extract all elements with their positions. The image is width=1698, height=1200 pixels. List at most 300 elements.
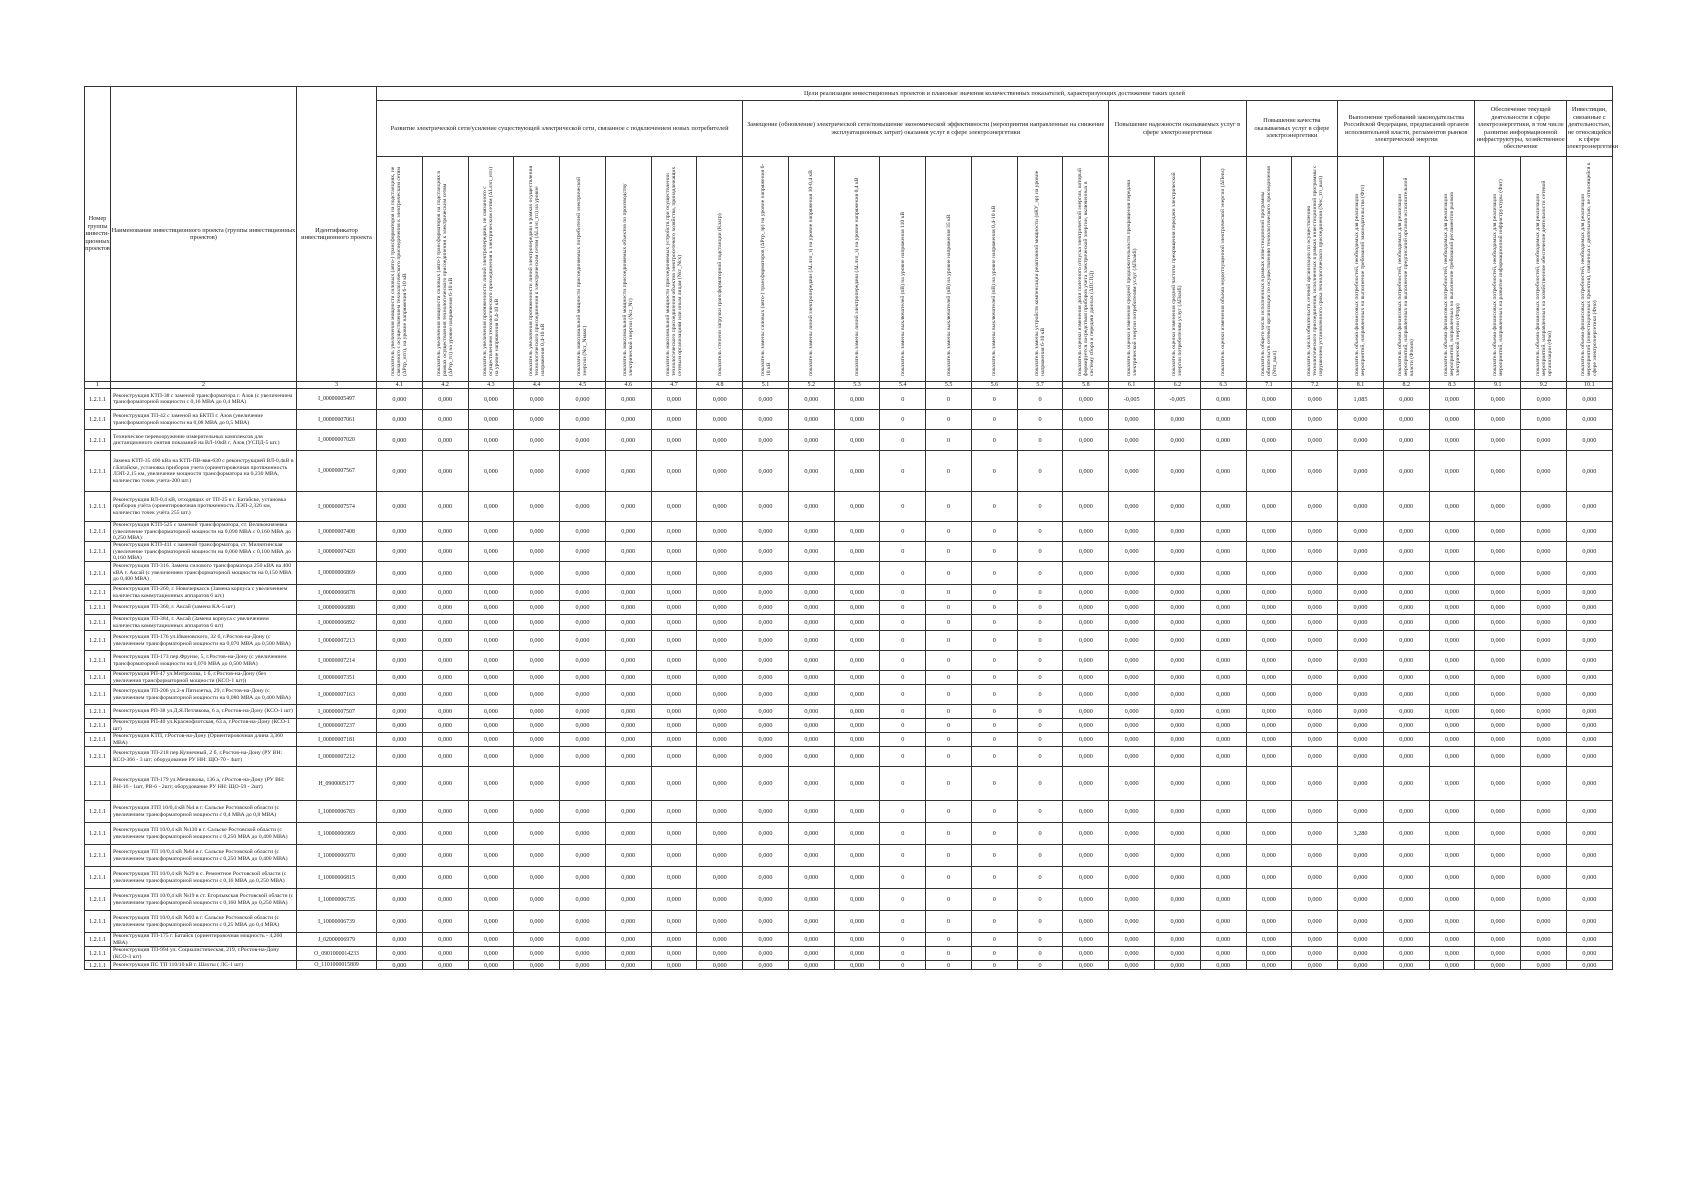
row-indicator-value: 0 [1017, 685, 1063, 705]
row-group-number: 1.2.1.1 [85, 947, 111, 961]
row-indicator-value: 0,000 [651, 685, 697, 705]
row-indicator-value: 0 [880, 845, 926, 867]
row-indicator-value: 0,000 [1475, 601, 1521, 615]
row-indicator-value: 0,000 [1292, 601, 1338, 615]
row-indicator-value: 0,000 [1063, 767, 1109, 801]
row-indicator-value: 0,000 [468, 389, 514, 410]
row-indicator-value: 0 [971, 615, 1017, 631]
row-indicator-value: 0,000 [560, 522, 606, 542]
row-indicator-value: 0,000 [1338, 911, 1384, 933]
header-indicator [1383, 157, 1429, 382]
row-indicator-value: 0,000 [1338, 933, 1384, 947]
row-indicator-value: 0,000 [605, 451, 651, 492]
row-indicator-value: 0,000 [1383, 542, 1429, 562]
row-indicator-value: 0 [926, 615, 972, 631]
row-indicator-value: 0,000 [651, 522, 697, 542]
row-indicator-value: 0 [1017, 823, 1063, 845]
row-indicator-value: 0,000 [514, 947, 560, 961]
row-indicator-value: 0,000 [422, 767, 468, 801]
row-indicator-value: 0,000 [514, 747, 560, 767]
row-indicator-value: 0,000 [1475, 410, 1521, 430]
row-indicator-value: 0,000 [743, 685, 789, 705]
row-indicator-value: 0,000 [1292, 615, 1338, 631]
row-indicator-value: 0,000 [1429, 585, 1475, 601]
row-indicator-value: 0,000 [743, 867, 789, 889]
row-indicator-value: 0,000 [834, 671, 880, 685]
row-indicator-value: 0,000 [697, 585, 743, 601]
row-indicator-value: -0,005 [1155, 389, 1201, 410]
row-indicator-value: 0 [1017, 961, 1063, 970]
row-indicator-value: 0,000 [1338, 845, 1384, 867]
row-indicator-value: 0,000 [834, 631, 880, 651]
row-indicator-value: 0 [1017, 705, 1063, 719]
row-indicator-value: 0,000 [468, 733, 514, 747]
row-indicator-value: 0 [1017, 911, 1063, 933]
row-indicator-value: 0,000 [651, 747, 697, 767]
row-project-name: Реконструкция КТП-525 с заменой трансформатора, ст. Великокнязевка (увеличение трансформаторной мощности на 0,090 МВА с 0,160 МВА до 0,250 МВА) [113, 522, 291, 541]
row-indicator-value: 0 [1017, 845, 1063, 867]
row-indicator-value: 0,000 [1429, 705, 1475, 719]
row-group-number: 1.2.1.1 [85, 845, 111, 867]
row-indicator-value: 0,000 [1109, 651, 1155, 671]
row-indicator-value: 0,000 [1246, 651, 1292, 671]
row-indicator-value: 0,000 [1109, 585, 1155, 601]
row-indicator-value: 0,000 [1338, 562, 1384, 585]
row-indicator-value: 0 [926, 601, 972, 615]
row-project-id: I_10000006735 [297, 889, 377, 911]
row-indicator-value: 0,000 [1566, 585, 1612, 601]
row-project-name-cell [111, 747, 297, 767]
row-project-id: I_00000006878 [297, 585, 377, 601]
row-project-id: H_0900005177 [297, 767, 377, 801]
row-indicator-value: 0,000 [1429, 961, 1475, 970]
row-indicator-value: 0,000 [788, 631, 834, 651]
row-indicator-value: 0,000 [422, 867, 468, 889]
header-indicator-text: показатель замены выключателей (nВ) на уровне напряжения 110 кВ [899, 211, 906, 376]
row-indicator-value: 0,000 [651, 389, 697, 410]
row-indicator-value: 0,000 [1429, 867, 1475, 889]
row-project-id: I_00000007020 [297, 430, 377, 451]
row-indicator-value: 0,000 [1109, 767, 1155, 801]
row-project-name-cell [111, 492, 297, 522]
header-indicator-text: показатель максимальной мощности присоединяемых объектов по производству электрической энергии (Ncr_Nг) [622, 183, 635, 376]
row-indicator-value: 0,000 [1292, 451, 1338, 492]
row-indicator-value: 0,000 [788, 933, 834, 947]
row-indicator-value: 0,000 [560, 410, 606, 430]
row-indicator-value: 0,000 [651, 542, 697, 562]
row-indicator-value: 0,000 [834, 867, 880, 889]
row-indicator-value: 0,000 [377, 823, 423, 845]
row-indicator-value: 0,000 [1338, 889, 1384, 911]
row-indicator-value: 0,000 [1566, 867, 1612, 889]
row-project-name: Реконструкция ТП-206 ул.2-я Пятилетка, 29, г.Ростов-на-Дону (с увеличением трансформаторной мощности на 0,080 МВА до 0,400 МВА) [113, 688, 291, 701]
row-indicator-value: 0,000 [1200, 685, 1246, 705]
row-indicator-value: 0,000 [422, 430, 468, 451]
row-indicator-value: 0,000 [1566, 705, 1612, 719]
row-indicator-value: 0,000 [468, 492, 514, 522]
row-group-number: 1.2.1.1 [85, 961, 111, 970]
column-number: 1 [85, 382, 111, 389]
indicators-table [84, 86, 1619, 970]
row-indicator-value: 0,000 [422, 542, 468, 562]
row-indicator-value: 0,000 [1475, 719, 1521, 733]
row-indicator-value: 0,000 [422, 947, 468, 961]
row-indicator-value: 0 [926, 389, 972, 410]
row-project-id: I_00000005497 [297, 389, 377, 410]
row-indicator-value: 0,000 [1566, 389, 1612, 410]
row-indicator-value: 0,000 [1063, 719, 1109, 733]
row-indicator-value: 0,000 [1429, 823, 1475, 845]
row-indicator-value: 0,000 [377, 585, 423, 601]
row-indicator-value: 0,000 [605, 947, 651, 961]
row-indicator-value: 0,000 [1429, 747, 1475, 767]
row-indicator-value: 0,000 [468, 631, 514, 651]
row-indicator-value: 0 [926, 719, 972, 733]
header-goal-group: Обеспечение текущей деятельности в сфере электроэнергетики, в том числе развитие информационной инфраструктуры, хозяйственное обеспечение [1475, 101, 1567, 157]
row-indicator-value: 0,000 [1109, 705, 1155, 719]
row-indicator-value: 0,000 [422, 889, 468, 911]
row-project-name-cell [111, 522, 297, 542]
row-indicator-value: 0 [1017, 615, 1063, 631]
row-project-name-cell [111, 889, 297, 911]
row-indicator-value: 0,000 [1292, 562, 1338, 585]
row-indicator-value: 0,000 [743, 651, 789, 671]
row-indicator-value: 0,000 [1155, 451, 1201, 492]
row-project-id: I_00000007213 [297, 631, 377, 651]
header-indicator [1521, 157, 1567, 382]
row-project-name: Реконструкция ТП-260, г. Новочеркасск (Замена корпуса с увеличением количества коммутационных аппаратов 6 шт.) [113, 586, 288, 599]
row-indicator-value: 0,000 [1521, 747, 1567, 767]
header-indicator-text: показатель замены линий электропередачи (ΔLлэп_з) на уровне напряжения 0,4 кВ [853, 177, 860, 376]
row-indicator-value: 0 [971, 451, 1017, 492]
row-indicator-value: 0,000 [1429, 719, 1475, 733]
row-indicator-value: 0,000 [1429, 615, 1475, 631]
row-indicator-value: 0,000 [788, 410, 834, 430]
row-indicator-value: 0,000 [605, 845, 651, 867]
row-indicator-value: 0,000 [377, 542, 423, 562]
row-indicator-value: 0,000 [1200, 522, 1246, 542]
row-project-name-cell [111, 631, 297, 651]
table-row [85, 651, 1613, 671]
row-indicator-value: 0,000 [1429, 801, 1475, 823]
row-indicator-value: 0,000 [560, 562, 606, 585]
column-number: 5.8 [1063, 382, 1109, 389]
row-indicator-value: 0,000 [422, 389, 468, 410]
row-indicator-value: 0 [880, 889, 926, 911]
row-indicator-value: 0 [926, 889, 972, 911]
row-indicator-value: 0,000 [651, 889, 697, 911]
row-indicator-value: 0,000 [1566, 747, 1612, 767]
row-project-id: I_00000006880 [297, 601, 377, 615]
row-project-name-cell [111, 933, 297, 947]
row-indicator-value: 0,000 [1063, 562, 1109, 585]
row-indicator-value: 0,000 [697, 389, 743, 410]
row-indicator-value: 0,000 [1429, 389, 1475, 410]
row-project-id: I_00000007163 [297, 685, 377, 705]
header-indicator-text: показатель оценки изменения объема недоотпущенной электрической энергии (ΔПens) [1220, 168, 1227, 376]
row-project-name-cell [111, 651, 297, 671]
row-indicator-value: 0,000 [514, 733, 560, 747]
header-indicator [1246, 157, 1292, 382]
row-indicator-value: 0,000 [788, 767, 834, 801]
row-indicator-value: 0,000 [1292, 719, 1338, 733]
row-indicator-value: 0,000 [514, 389, 560, 410]
row-group-number: 1.2.1.1 [85, 705, 111, 719]
row-indicator-value: 0,000 [651, 705, 697, 719]
row-indicator-value: 0,000 [1475, 867, 1521, 889]
row-indicator-value: 0,000 [834, 767, 880, 801]
row-indicator-value: 0 [926, 685, 972, 705]
row-indicator-value: 0 [971, 823, 1017, 845]
row-indicator-value: 0 [971, 845, 1017, 867]
row-indicator-value: 0,000 [422, 801, 468, 823]
row-indicator-value: 0,000 [1200, 947, 1246, 961]
row-indicator-value: 0,000 [1475, 685, 1521, 705]
row-indicator-value: 0 [971, 719, 1017, 733]
row-indicator-value: 0,000 [697, 801, 743, 823]
row-indicator-value: 0,000 [743, 631, 789, 651]
row-indicator-value: 0,000 [1063, 492, 1109, 522]
row-indicator-value: 0,000 [560, 801, 606, 823]
row-indicator-value: 0,000 [1566, 733, 1612, 747]
header-goal-group: Инвестиции, связанные с деятельностью, не относящейся к сфере электроэнергетики [1566, 101, 1612, 157]
row-indicator-value: 0,000 [1246, 823, 1292, 845]
row-indicator-value: 0 [880, 631, 926, 651]
row-indicator-value: 0,000 [468, 705, 514, 719]
row-indicator-value: 0,000 [514, 801, 560, 823]
column-number: 4.5 [560, 382, 606, 389]
row-indicator-value: 0,000 [1155, 542, 1201, 562]
row-indicator-value: 0,000 [1521, 823, 1567, 845]
table-row [85, 585, 1613, 601]
row-indicator-value: 0,000 [697, 542, 743, 562]
row-group-number: 1.2.1.1 [85, 651, 111, 671]
row-indicator-value: 0,000 [468, 845, 514, 867]
row-project-id: I_10000006970 [297, 845, 377, 867]
column-number: 4.6 [605, 382, 651, 389]
row-indicator-value: 0,000 [1155, 492, 1201, 522]
row-indicator-value: 0,000 [1429, 911, 1475, 933]
row-indicator-value: 0 [880, 430, 926, 451]
row-indicator-value: 0 [926, 767, 972, 801]
header-indicator [1200, 157, 1246, 382]
row-project-id: I_00000006869 [297, 562, 377, 585]
row-indicator-value: 0,000 [834, 542, 880, 562]
row-indicator-value: 0,000 [697, 451, 743, 492]
row-indicator-value: 0,000 [651, 933, 697, 947]
row-indicator-value: 0 [971, 522, 1017, 542]
row-indicator-value: 0,000 [743, 823, 789, 845]
row-indicator-value: 0,000 [1246, 410, 1292, 430]
row-indicator-value: 0 [971, 947, 1017, 961]
row-indicator-value: 0 [880, 947, 926, 961]
row-group-number: 1.2.1.1 [85, 562, 111, 585]
row-indicator-value: 0,000 [1200, 601, 1246, 615]
header-goal-group: Развитие электрической сети/усиление существующей электрической сети, связанное с подключением новых потребителей [377, 101, 743, 157]
row-indicator-value: 0,000 [605, 389, 651, 410]
header-indicator [834, 157, 880, 382]
row-indicator-value: 0,000 [788, 651, 834, 671]
row-indicator-value: 0,000 [788, 719, 834, 733]
row-indicator-value: 0,000 [605, 542, 651, 562]
header-indicator [422, 157, 468, 382]
row-project-id: I_00000007408 [297, 522, 377, 542]
row-indicator-value: 0 [926, 430, 972, 451]
row-indicator-value: 0,000 [422, 601, 468, 615]
row-indicator-value: 0,000 [560, 719, 606, 733]
row-indicator-value: 0,000 [1200, 615, 1246, 631]
row-indicator-value: 0,000 [743, 601, 789, 615]
row-group-number: 1.2.1.1 [85, 671, 111, 685]
row-project-id: J_02000006979 [297, 933, 377, 947]
row-group-number: 1.2.1.1 [85, 631, 111, 651]
table-row [85, 615, 1613, 631]
row-indicator-value: 0,000 [651, 801, 697, 823]
row-indicator-value: 0,000 [1566, 933, 1612, 947]
row-indicator-value: 0,000 [1155, 671, 1201, 685]
header-indicator-text: показатель объема финансовых потребностей, необходимых для реализации мероприятий, направленных на развитие информационной инфраструктуры (Фит) [1491, 179, 1504, 376]
row-indicator-value: 0,000 [1155, 631, 1201, 651]
row-indicator-value: 0,000 [697, 562, 743, 585]
row-indicator-value: 0,000 [468, 651, 514, 671]
row-indicator-value: 0,000 [1338, 615, 1384, 631]
row-indicator-value: 0,000 [1246, 933, 1292, 947]
row-indicator-value: 0,000 [605, 585, 651, 601]
row-indicator-value: 0,000 [377, 492, 423, 522]
row-indicator-value: 0,000 [1383, 492, 1429, 522]
row-indicator-value: 0,000 [1292, 933, 1338, 947]
row-indicator-value: 0,000 [1109, 671, 1155, 685]
row-indicator-value: 0 [926, 867, 972, 889]
header-indicator-text: показатель замены выключателей (nВ) на уровне напряжения 35 кВ [945, 214, 952, 376]
row-indicator-value: 0,000 [1063, 933, 1109, 947]
row-indicator-value: 0,000 [468, 767, 514, 801]
row-indicator-value: 0,000 [468, 719, 514, 733]
row-indicator-value: 0,000 [1338, 410, 1384, 430]
row-indicator-value: 0,000 [377, 430, 423, 451]
row-indicator-value: 0,000 [1155, 719, 1201, 733]
header-group-number: Номер группы инвести-ционных проектов [85, 87, 111, 382]
row-project-name-cell [111, 430, 297, 451]
row-indicator-value: 0,000 [1383, 801, 1429, 823]
row-indicator-value: 0,000 [1566, 601, 1612, 615]
row-indicator-value: 0 [1017, 733, 1063, 747]
row-indicator-value: 0,000 [697, 651, 743, 671]
row-project-name-cell [111, 410, 297, 430]
row-project-id: I_10000006969 [297, 823, 377, 845]
row-indicator-value: 0 [971, 492, 1017, 522]
row-indicator-value: 0,000 [1246, 601, 1292, 615]
row-project-name: Реконструкция РП-38 ул.Д.Я.Петлякова, 6 а, г.Ростов-на-Дону (КСО-1 шт) [113, 708, 293, 715]
row-indicator-value: 0 [880, 522, 926, 542]
column-number: 3 [297, 382, 377, 389]
row-indicator-value: 0 [971, 733, 1017, 747]
row-indicator-value: 0,000 [468, 542, 514, 562]
row-indicator-value: 0 [926, 492, 972, 522]
row-indicator-value: 0,000 [1566, 767, 1612, 801]
row-indicator-value: 0,000 [560, 823, 606, 845]
row-project-id: O_0901000014233 [297, 947, 377, 961]
row-indicator-value: 0,000 [743, 747, 789, 767]
row-indicator-value: 0,000 [834, 947, 880, 961]
header-indicator [1155, 157, 1201, 382]
header-project-id: Идентификатор инвестиционного проекта [297, 87, 377, 382]
row-project-id: I_00000007212 [297, 747, 377, 767]
row-indicator-value: 0,000 [1338, 430, 1384, 451]
row-indicator-value: 0 [926, 522, 972, 542]
row-indicator-value: 0 [971, 430, 1017, 451]
row-indicator-value: 0,000 [1566, 430, 1612, 451]
row-indicator-value: 0,000 [1521, 947, 1567, 961]
row-indicator-value: 0,000 [1109, 492, 1155, 522]
row-indicator-value: 0,000 [743, 719, 789, 733]
row-indicator-value: 0 [926, 585, 972, 601]
row-indicator-value: 0,000 [1429, 542, 1475, 562]
row-indicator-value: 0,000 [743, 585, 789, 601]
row-indicator-value: 0,000 [788, 867, 834, 889]
row-indicator-value: 0,000 [1200, 585, 1246, 601]
row-indicator-value: 0,000 [743, 705, 789, 719]
row-indicator-value: 0,000 [651, 430, 697, 451]
header-goals-caption: Цели реализации инвестиционных проектов и плановые значения количественных показателей, характеризующих достижение таких целей [377, 87, 1613, 101]
row-indicator-value: 0,000 [1109, 685, 1155, 705]
row-indicator-value: 0,000 [651, 651, 697, 671]
row-indicator-value: 0 [1017, 719, 1063, 733]
row-indicator-value: 0,000 [468, 889, 514, 911]
table-row [85, 522, 1613, 542]
row-indicator-value: 0,000 [697, 947, 743, 961]
row-indicator-value: 0,000 [1429, 631, 1475, 651]
row-indicator-value: 0,000 [1338, 767, 1384, 801]
row-indicator-value: 0,000 [377, 911, 423, 933]
row-indicator-value: 0,000 [1475, 615, 1521, 631]
row-indicator-value: 0,000 [1155, 733, 1201, 747]
row-indicator-value: 0,000 [422, 845, 468, 867]
row-indicator-value: 0,000 [1246, 671, 1292, 685]
row-indicator-value: 0,000 [1292, 747, 1338, 767]
row-indicator-value: 0 [880, 801, 926, 823]
row-project-name-cell [111, 562, 297, 585]
row-indicator-value: 0,000 [743, 801, 789, 823]
row-indicator-value: 0,000 [377, 767, 423, 801]
row-indicator-value: 0,000 [834, 747, 880, 767]
row-indicator-value: 0,000 [1292, 492, 1338, 522]
row-indicator-value: 0,000 [1155, 911, 1201, 933]
row-indicator-value: 0,000 [1155, 889, 1201, 911]
row-indicator-value: 0,000 [1200, 492, 1246, 522]
row-indicator-value: 0,000 [651, 585, 697, 601]
row-project-name-cell [111, 845, 297, 867]
row-indicator-value: 0,000 [1383, 719, 1429, 733]
row-indicator-value: 0,000 [788, 685, 834, 705]
row-indicator-value: 0,000 [1155, 585, 1201, 601]
row-indicator-value: 0,000 [1155, 767, 1201, 801]
row-indicator-value: 0,000 [1200, 631, 1246, 651]
row-indicator-value: 0,000 [422, 585, 468, 601]
header-indicator-text: показатель замены выключателей (nВ) на уровне напряжения 0,4-10 кВ [991, 205, 998, 376]
row-indicator-value: 0,000 [1109, 430, 1155, 451]
row-indicator-value: 0,000 [605, 801, 651, 823]
row-indicator-value: 0,000 [1063, 389, 1109, 410]
row-indicator-value: 0,000 [1566, 542, 1612, 562]
row-indicator-value: 0,000 [1063, 823, 1109, 845]
row-indicator-value: 0,000 [1521, 542, 1567, 562]
row-indicator-value: 0 [1017, 430, 1063, 451]
row-indicator-value: 0,000 [697, 522, 743, 542]
row-project-name: Реконструкция ТП-218 пер.Кузнечный, 2 б, г.Ростов-на-Дону (РУ ВН: КСО-366 - 3 шт; оборудование РУ НН: ЩО-70 - 4шт) [113, 750, 283, 763]
row-indicator-value: 0,000 [1429, 933, 1475, 947]
column-number: 8.3 [1429, 382, 1475, 389]
